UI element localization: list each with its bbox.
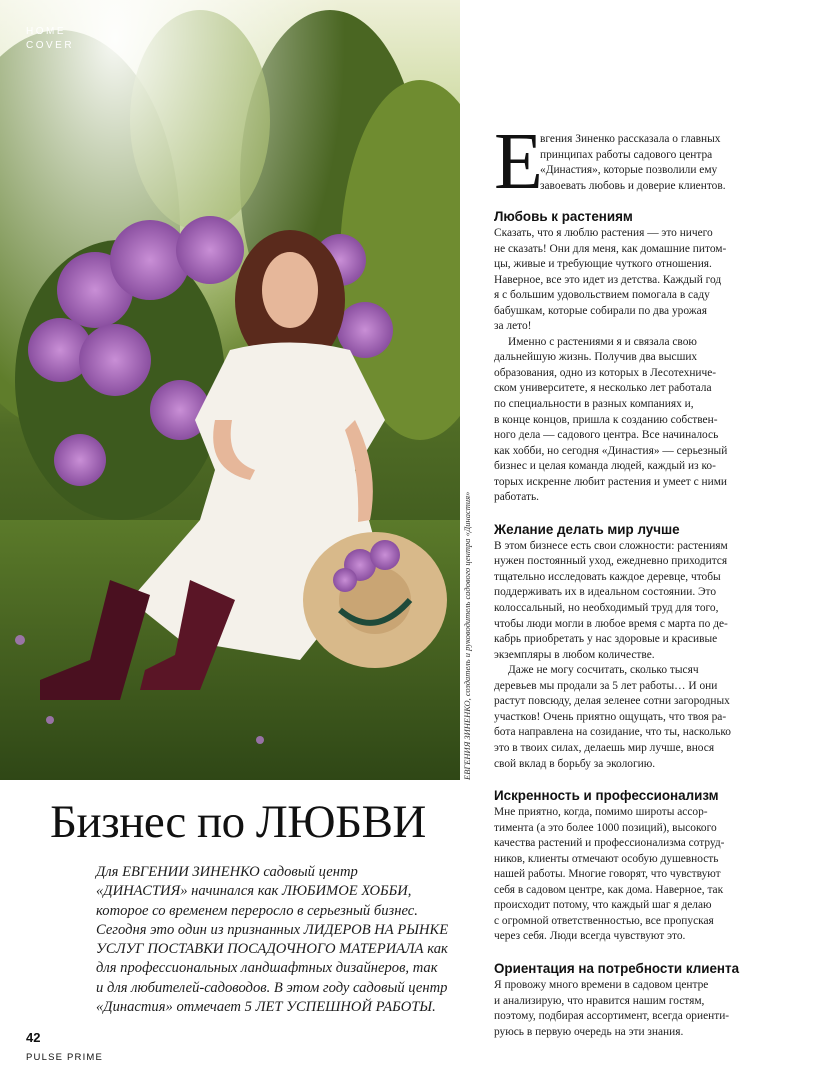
paragraph: [494, 663, 814, 772]
intro-line: завоевать любовь и доверие клиентов.: [540, 179, 726, 192]
text-line: поэтому, подбирая ассортимент, всегда ориенти-: [494, 1010, 730, 1023]
text-line: экземпляры в любом количестве.: [494, 648, 655, 661]
text-line: за лето!: [494, 320, 532, 333]
paragraph: [494, 335, 814, 506]
text-line: образования, одно из которых в Лесотехниче-: [494, 366, 717, 379]
section-tag: [26, 25, 74, 53]
text-line: я с большим удовольствием помогала в саду: [494, 289, 710, 302]
text-line: ного дела — садового центра. Все начиналось: [494, 429, 719, 442]
paragraph: [494, 539, 814, 663]
intro-text: [540, 132, 726, 194]
text-line: тщательно исследовать каждое деревце, чтобы: [494, 570, 721, 583]
text-line: и анализирую, что нравится нашим гостям,: [494, 994, 705, 1007]
text-line: нашей работы. Многие говорят, что чувствуют: [494, 868, 721, 881]
text-line: участков! Очень приятно ощущать, что твоя ра-: [494, 710, 727, 723]
text-line: руюсь в первую очередь на эти знания.: [494, 1025, 684, 1038]
paragraph: [494, 805, 814, 945]
paragraph: [494, 226, 814, 335]
text-line: ников, клиенты отмечают особую душевность: [494, 852, 719, 865]
text-line: тимента (а это более 1000 позиций), высокого: [494, 821, 717, 834]
lead-line: Сегодня это один из признанных ЛИДЕРОВ НА РЫНКЕ: [96, 921, 449, 938]
text-line: Сказать, что я люблю растения — это ничего: [494, 227, 713, 239]
section-heading: Любовь к растениям: [494, 209, 633, 224]
lead-line: для профессиональных ландшафтных дизайнеров, так: [96, 960, 438, 977]
text-line: поддерживать их в идеальном состоянии. Это: [494, 586, 717, 599]
text-line: по специальности в разных компаниях и,: [494, 398, 694, 411]
page-title: Бизнес по ЛЮБВИ: [50, 796, 426, 848]
article-sections: [494, 208, 814, 1040]
text-line: через себя. Люди всегда чувствуют это.: [494, 930, 686, 943]
text-line: торых искренне любит растения и умеет с ними: [494, 475, 728, 488]
section-heading: Желание делать мир лучше: [494, 521, 680, 537]
text-line: работать.: [494, 491, 539, 504]
drop-cap: Е: [494, 118, 543, 206]
text-line: дальнейшую жизнь. Получив два высших: [494, 351, 698, 364]
article-column: [494, 118, 814, 1055]
lead-line: УСЛУГ ПОСТАВКИ ПОСАДОЧНОГО МАТЕРИАЛА как: [96, 941, 448, 958]
text-line: себя в садовом центре, как дома. Наверное, так: [494, 883, 724, 896]
text-line: Мне приятно, когда, помимо широты ассор-: [494, 806, 708, 819]
text-line: как хобби, но сегодня «Династия» — серьезный: [494, 444, 728, 457]
text-line: В этом бизнесе есть свои сложности: растениям: [494, 539, 728, 552]
section-tag-cover: COVER: [26, 40, 75, 51]
section-heading: Искренность и профессионализм: [494, 788, 719, 804]
lead-paragraph: [96, 863, 456, 1017]
article-section: [494, 787, 814, 945]
garden-portrait-illustration: [0, 0, 460, 780]
text-line: Именно с растениями я и связала свою: [508, 335, 697, 348]
text-line: происходит потому, что каждый шаг я делаю: [494, 899, 712, 912]
intro-line: вгения Зиненко рассказала о главных: [540, 133, 721, 145]
text-line: цы, живые и требующие чуткого отношения.: [494, 258, 712, 271]
lead-line: «Династия» отмечает 5 ЛЕТ УСПЕШНОЙ РАБОТЫ.: [96, 999, 436, 1016]
text-line: кабрь приобретать у нас здоровые и красивые: [494, 633, 718, 646]
text-line: нужен постоянный уход, ежедневно приходится: [494, 555, 728, 568]
text-line: бота направлена на созидание, что ты, насколько: [494, 726, 731, 739]
article-section: [494, 521, 814, 772]
lead-line: которое со временем переросло в серьезный бизнес.: [96, 902, 418, 919]
text-line: это в твоих силах, делаешь мир лучше, внося: [494, 741, 715, 754]
intro-line: «Династия», которые позволили ему: [540, 164, 718, 177]
text-line: растут повсюду, делая зеленее сотни загородных: [494, 695, 730, 708]
text-line: Даже не могу сосчитать, сколько тысяч: [508, 664, 699, 677]
text-line: ском университете, я несколько лет работала: [494, 382, 712, 395]
intro-line: принципах работы садового центра: [540, 148, 713, 161]
text-line: в конце концов, пришла к созданию собствен-: [494, 413, 718, 426]
page-number: 42: [26, 1030, 41, 1045]
text-line: свой вклад в борьбу за экологию.: [494, 757, 656, 770]
text-line: бизнес и целая команда людей, каждый из ко-: [494, 460, 716, 473]
lead-line: и для любителей-садоводов. В этом году садовый центр: [96, 979, 448, 996]
paragraph: [494, 978, 814, 1040]
lead-line: «ДИНАСТИЯ» начинался как ЛЮБИМОЕ ХОББИ,: [96, 883, 412, 900]
section-tag-home: HOME: [26, 26, 66, 37]
lead-line: Для ЕВГЕНИИ ЗИНЕНКО садовый центр: [96, 864, 358, 880]
text-line: бабушкам, которые собирали по два урожая: [494, 304, 707, 317]
magazine-name: PULSE PRIME: [26, 1052, 104, 1063]
text-line: колоссальный, но необходимый труд для того,: [494, 602, 719, 615]
article-section: [494, 960, 814, 1040]
text-line: качества растений и профессионализма сотруд-: [494, 837, 725, 850]
article-intro: [494, 118, 814, 206]
text-line: не сказать! Они для меня, как домашние питом-: [494, 242, 727, 255]
section-heading: Ориентация на потребности клиента: [494, 960, 740, 976]
text-line: с огромной ответственностью, все пропуская: [494, 914, 714, 927]
photo-caption: ЕВГЕНИЯ ЗИНЕНКО, создатель и руководитель садового центра «Династия»: [462, 491, 472, 780]
text-line: деревьев мы продали за 5 лет работы… И они: [494, 679, 718, 692]
article-section: [494, 208, 814, 506]
text-line: Наверное, все это идет из детства. Каждый год: [494, 273, 722, 286]
cover-photo: [0, 0, 460, 780]
text-line: Я провожу много времени в садовом центре: [494, 978, 709, 991]
text-line: чтобы люди могли в любое время с марта по де-: [494, 617, 728, 630]
